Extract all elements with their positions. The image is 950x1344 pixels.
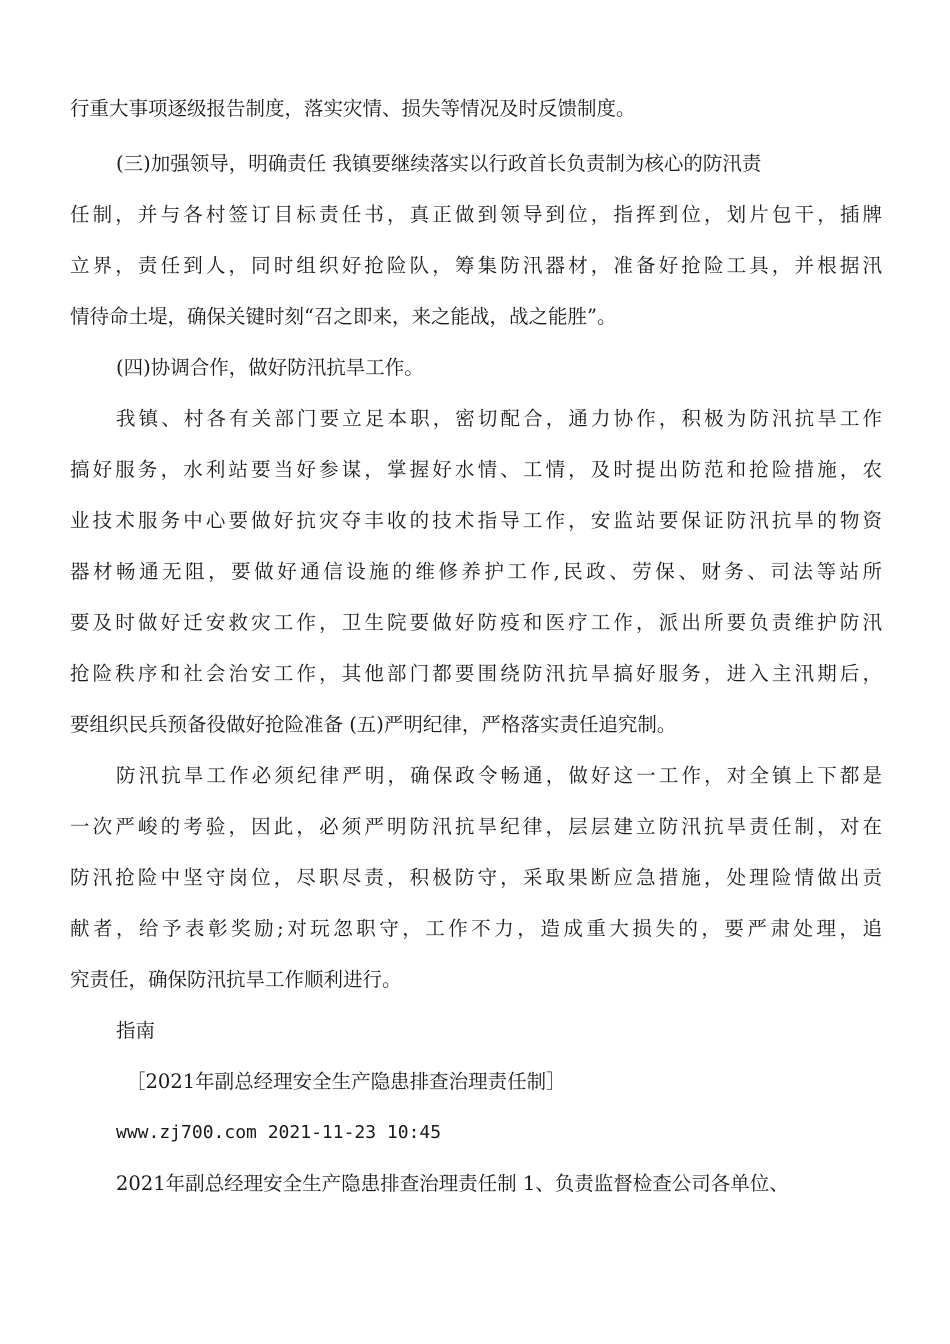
paragraph-line: 我镇、村各有关部门要立足本职，密切配合，通力协作，积极为防汛抗旱工作	[116, 407, 882, 430]
section-heading-4: (四)协调合作，做好防汛抗旱工作。	[116, 356, 424, 379]
paragraph-line: 任制，并与各村签订目标责任书，真正做到领导到位，指挥到位，划片包干，插牌	[70, 203, 882, 226]
paragraph-line: 防汛抗旱工作必须纪律严明，确保政令畅通，做好这一工作，对全镇上下都是	[116, 764, 882, 787]
paragraph-line: 献者，给予表彰奖励;对玩忽职守，工作不力，造成重大损失的，要严肃处理，追	[70, 917, 882, 940]
paragraph-line: 立界，责任到人，同时组织好抢险队，筹集防汛器材，准备好抢险工具，并根据汛	[70, 254, 882, 277]
paragraph-line: 一次严峻的考验，因此，必须严明防汛抗旱纪律，层层建立防汛抗旱责任制，对在	[70, 815, 882, 838]
source-url-timestamp: www.zj700.com 2021-11-23 10:45	[116, 1122, 442, 1143]
paragraph-line: 情待命土堤，确保关键时刻“召之即来，来之能战，战之能胜”。	[70, 305, 617, 328]
paragraph-line: 器材畅通无阻，要做好通信设施的维修养护工作,民政、劳保、财务、司法等站所	[70, 560, 882, 583]
guide-label: 指南	[116, 1019, 156, 1042]
paragraph-line: 搞好服务，水利站要当好参谋，掌握好水情、工情，及时提出防范和抢险措施，农	[70, 458, 882, 481]
paragraph-line: 防汛抢险中坚守岗位，尽职尽责，积极防守，采取果断应急措施，处理险情做出贡	[70, 866, 882, 889]
paragraph-line: 抢险秩序和社会治安工作，其他部门都要围绕防汛抗旱搞好服务，进入主汛期后，	[70, 662, 882, 685]
paragraph-line: 要组织民兵预备役做好抢险准备 (五)严明纪律，严格落实责任追究制。	[70, 713, 677, 736]
paragraph-line: 业技术服务中心要做好抗灾夺丰收的技术指导工作，安监站要保证防汛抗旱的物资	[70, 509, 882, 532]
related-article-title: ［2021年副总经理安全生产隐患排查治理责任制］	[126, 1070, 566, 1093]
paragraph-line: 要及时做好迁安救灾工作，卫生院要做好防疫和医疗工作，派出所要负责维护防汛	[70, 611, 882, 634]
paragraph-line: 究责任，确保防汛抗旱工作顺利进行。	[70, 968, 402, 991]
paragraph-line: 行重大事项逐级报告制度，落实灾情、损失等情况及时反馈制度。	[70, 97, 636, 120]
paragraph-line: 2021年副总经理安全生产隐患排查治理责任制 1、负责监督检查公司各单位、	[116, 1172, 789, 1195]
section-heading-3: (三)加强领导，明确责任 我镇要继续落实以行政首长负责制为核心的防汛责	[116, 152, 762, 175]
